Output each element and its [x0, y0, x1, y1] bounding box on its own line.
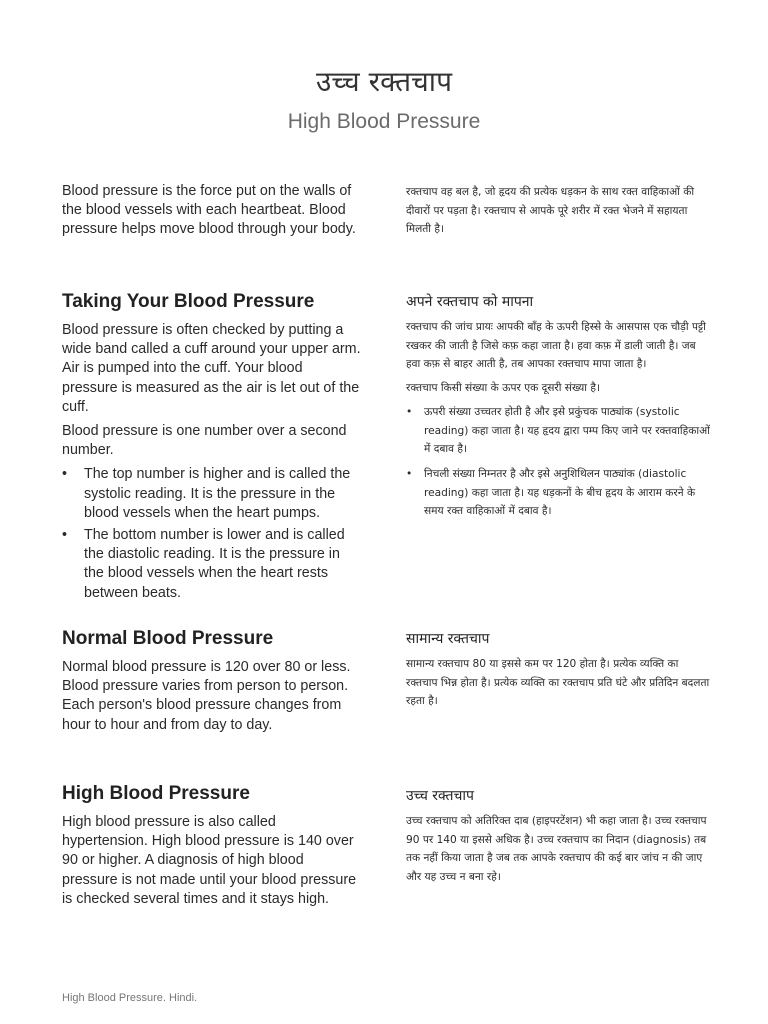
list-item-text: ऊपरी संख्या उच्चतर होती है और इसे प्रकुंचक पाठ्यांक (systolic reading) कहा जाता है। यह हृदय द्वारा पम्प किए जाने पर रक्तवाहिकाओं में दबाव है। — [424, 405, 710, 456]
intro-hindi — [406, 183, 712, 239]
section-heading: Taking Your Blood Pressure — [62, 291, 315, 312]
section-heading: Normal Blood Pressure — [62, 628, 274, 649]
section-paragraph: सामान्य रक्तचाप 80 या इससे कम पर 120 होता है। प्रत्येक व्यक्ति का रक्तचाप भिन्न होता है। प्रत्येक व्यक्ति का रक्तचाप प्रति घंटे और प्रतिदिन बदलता रहता है। — [406, 658, 710, 708]
section-paragraph: Normal blood pressure is 120 over 80 or less. Blood pressure varies from person to person. Each person's blood pressure changes from hour to hour and from day to day. — [62, 659, 351, 733]
bullet-list — [62, 465, 362, 602]
list-item — [406, 403, 712, 459]
section-paragraph: उच्च रक्तचाप को अतिरिक्त दाब (हाइपरटेंशन) भी कहा जाता है। उच्च रक्तचाप 90 पर 140 या इससे अधिक है। उच्च रक्तचाप का निदान (diagnosis) तब तक नहीं किया जाता है जब तक आपके रक्तचाप की कई बार जांच न की जाए और यह उच्च न बना रहे। — [406, 815, 707, 884]
section-taking-english — [62, 290, 362, 606]
list-item — [406, 465, 712, 521]
bullet-icon: • — [406, 405, 413, 418]
bullet-list — [406, 403, 712, 521]
list-item — [62, 526, 362, 603]
section-heading: उच्च रक्तचाप — [406, 788, 474, 804]
section-paragraph: Blood pressure is one number over a second number. — [62, 423, 347, 459]
section-high-english — [62, 782, 362, 909]
section-paragraph: रक्तचाप की जांच प्रायः आपकी बाँह के ऊपरी हिस्से के आसपास एक चौड़ी पट्टी रखकर की जाती है जिसे कफ़ कहा जाता है। हवा कफ़ में डाली जाती है। जब हवा कफ़ से बाहर आती है, तब आपका रक्तचाप मापा जाता है। — [406, 321, 706, 371]
section-paragraph: High blood pressure is also called hypertension. High blood pressure is 140 over 90 or higher. A diagnosis of high blood pressure is not made until your blood pressure is checked several times and it stays high. — [62, 814, 357, 907]
footer-caption: High Blood Pressure. Hindi. — [62, 992, 198, 1004]
bullet-icon: • — [62, 466, 68, 483]
intro-english — [62, 182, 362, 240]
list-item — [62, 465, 362, 523]
section-normal-hindi — [406, 628, 712, 711]
intro-hindi-text: रक्तचाप वह बल है, जो हृदय की प्रत्येक धड़कन के साथ रक्त वाहिकाओं की दीवारों पर पड़ता है। रक्तचाप से आपके पूरे शरीर में रक्त भेजने में सहायता मिलती है। — [406, 186, 695, 236]
list-item-text: निचली संख्या निम्नतर है और इसे अनुशिथिलन पाठ्यांक (diastolic reading) कहा जाता है। यह धड़कनों के बीच हृदय के आराम करने के समय रक्त वाहिकाओं में दबाव है। — [424, 467, 696, 518]
section-paragraph: रक्तचाप किसी संख्या के ऊपर एक दूसरी संख्या है। — [406, 382, 601, 395]
section-heading: सामान्य रक्तचाप — [406, 631, 490, 647]
section-paragraph: Blood pressure is often checked by putting a wide band called a cuff around your upper arm. Air is pumped into the cuff. Your blood pressure is measured as the air is let out of the cuff. — [62, 322, 361, 415]
page-title-english: High Blood Pressure — [287, 110, 481, 133]
intro-english-text: Blood pressure is the force put on the walls of the blood vessels with each heartbeat. Blood pressure helps move blood through your body. — [62, 183, 356, 238]
page-title-hindi: उच्च रक्तचाप — [316, 65, 452, 98]
section-heading: High Blood Pressure — [62, 783, 250, 804]
section-high-hindi — [406, 785, 712, 887]
section-taking-hindi — [406, 291, 712, 527]
section-heading: अपने रक्तचाप को मापना — [406, 294, 534, 310]
list-item-text: The top number is higher and is called the systolic reading. It is the pressure in the blood vessels when the heart pumps. — [84, 466, 351, 521]
section-normal-english — [62, 627, 362, 735]
list-item-text: The bottom number is lower and is called the diastolic reading. It is the pressure in the blood vessels when the heart rests between beats. — [84, 527, 345, 601]
bullet-icon: • — [62, 527, 68, 544]
bullet-icon: • — [406, 467, 413, 480]
